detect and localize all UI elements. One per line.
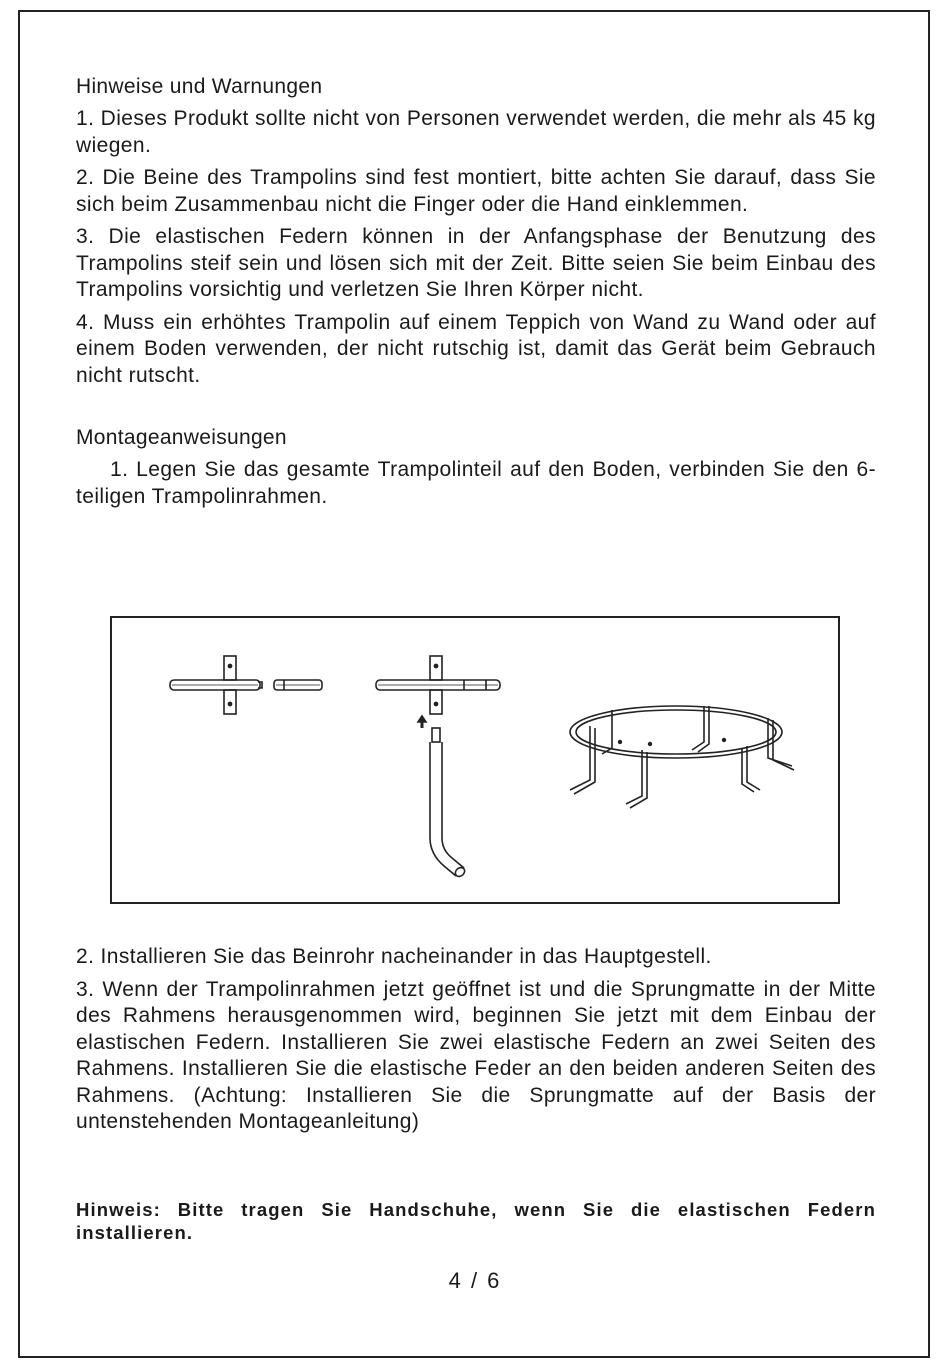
frame-tube-part — [274, 680, 322, 690]
warning-item-1: 1. Dieses Produkt sollte nicht von Personen verwendet werden, die mehr als 45 kg wiegen. — [76, 107, 876, 157]
assembly-step-3: 3. Wenn der Trampolinrahmen jetzt geöffnet ist und die Sprungmatte in der Mitte des Rahmens herausgenommen wird, beginnen Sie jetzt mit dem Einbau der elastischen Federn. Installieren Sie zwei elastische Federn an zwei Seiten des Rahmens. Installieren Sie die elastische Feder an den beiden anderen Seiten des Rahmens. (Achtung: Installieren Sie die Sprungmatte auf der Basis der untenstehenden Montageanleitung) — [76, 977, 876, 1133]
leg-tube-part — [430, 728, 466, 878]
warning-item-4: 4. Muss ein erhöhtes Trampolin auf einem Teppich von Wand zu Wand oder auf einem Boden verwenden, der nicht rutschig ist, damit das Gerät beim Gebrauch nicht rutscht. — [76, 310, 876, 387]
assembly-step-1: 1. Legen Sie das gesamte Trampolinteil auf den Boden, verbinden Sie den 6-teiligen Trampolinrahmen. — [76, 458, 876, 508]
assembly-steps-continued — [76, 944, 876, 1142]
warning-item-3: 3. Die elastischen Federn können in der Anfangsphase der Benutzung des Trampolins steif sein und lösen sich mit der Zeit. Bitte seien Sie beim Einbau des Trampolins vorsichtig und verletzen Sie Ihren Körper nicht. — [76, 225, 876, 301]
gloves-note: Hinweis: Bitte tragen Sie Handschuhe, wenn Sie die elastischen Federn installieren. — [76, 1199, 876, 1243]
page-number: 4 / 6 — [448, 1268, 502, 1293]
cross-connector-part-1 — [170, 656, 262, 714]
warning-item-2: 2. Die Beine des Trampolins sind fest montiert, bitte achten Sie darauf, dass Sie sich beim Zusammenbau nicht die Finger oder die Hand einklemmen. — [76, 166, 876, 216]
main-content — [76, 74, 876, 516]
assembled-frame — [570, 706, 794, 808]
assembly-drawing — [112, 618, 838, 902]
assembly-illustration — [110, 616, 840, 904]
section-heading-assembly: Montageanweisungen — [76, 426, 287, 449]
cross-connector-part-2 — [376, 656, 500, 714]
assembly-step-2: 2. Installieren Sie das Beinrohr nacheinander in das Hauptgestell. — [76, 945, 712, 968]
up-arrow-icon — [418, 716, 426, 728]
section-heading-warnings: Hinweise und Warnungen — [76, 75, 323, 98]
